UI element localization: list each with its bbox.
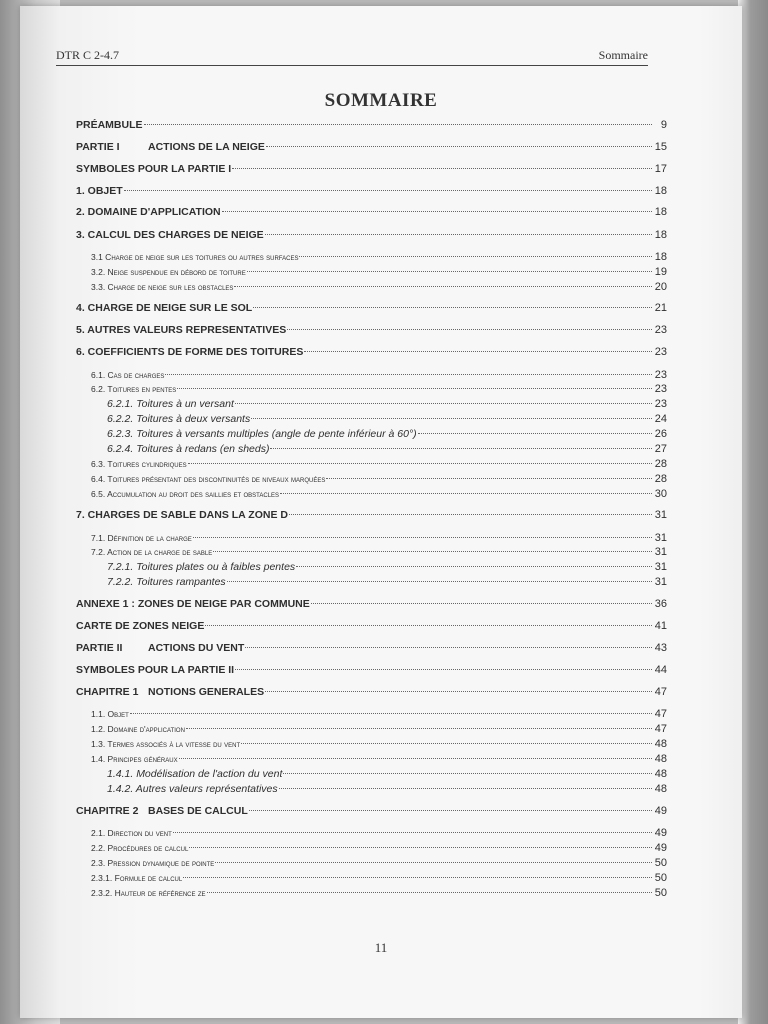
toc-entry-title: 3.2. Neige suspendue en débord de toiture: [91, 267, 246, 277]
toc-entry-page: 21: [654, 302, 667, 314]
toc-entry[interactable]: [76, 205, 667, 219]
toc-entry-label: [91, 368, 164, 382]
dot-leader: [241, 742, 652, 744]
toc-entry[interactable]: [91, 871, 667, 885]
dot-leader: [222, 210, 652, 212]
toc-entry-page: 15: [654, 141, 667, 153]
dot-leader: [189, 846, 652, 848]
dot-leader: [227, 580, 652, 582]
toc-entry[interactable]: [91, 707, 667, 721]
toc-entry-title: PRÉAMBULE: [76, 119, 143, 131]
toc-entry-part: PARTIE I: [76, 141, 120, 153]
page-number: 11: [374, 940, 388, 955]
toc-entry-label: [91, 545, 212, 559]
toc-entry[interactable]: [91, 545, 667, 559]
toc-entry-page: 43: [654, 642, 667, 654]
toc-entry-title: 2.3. Pression dynamique de pointe: [91, 858, 215, 868]
toc-entry-page: 36: [654, 598, 667, 610]
dot-leader: [283, 772, 652, 774]
toc-entry-page: 49: [654, 827, 667, 839]
toc-entry-label: [76, 228, 264, 242]
toc-entry[interactable]: [107, 575, 667, 589]
dot-leader: [270, 447, 652, 449]
toc-entry[interactable]: [76, 597, 667, 611]
toc-entry-page: 23: [654, 324, 667, 336]
toc-entry-label: [107, 560, 295, 574]
toc-entry-title: CARTE DE ZONES NEIGE: [76, 620, 205, 632]
page-title: SOMMAIRE: [324, 90, 438, 111]
dot-leader: [144, 123, 652, 125]
toc-entry-page: 48: [654, 738, 667, 750]
toc-entry[interactable]: [91, 487, 667, 501]
toc-entry-title: 3. CALCUL DES CHARGES DE NEIGE: [76, 229, 264, 241]
dot-leader: [265, 233, 652, 235]
toc-entry-page: 50: [654, 887, 667, 899]
toc-entry-page: 9: [660, 119, 667, 131]
dot-leader: [177, 387, 652, 389]
toc-entry-title: ANNEXE 1 : ZONES DE NEIGE PAR COMMUNE: [76, 598, 310, 610]
dot-leader: [311, 602, 652, 604]
toc-entry-label: [76, 301, 252, 315]
toc-entry-label: [91, 487, 279, 501]
toc-entry[interactable]: [91, 382, 667, 396]
dot-leader: [130, 712, 652, 714]
dot-leader: [179, 757, 652, 759]
toc-entry-label: [91, 531, 192, 545]
toc-entry-part: CHAPITRE 2: [76, 805, 139, 817]
dot-leader: [418, 432, 652, 434]
toc-entry-page: 31: [654, 532, 667, 544]
toc-entry-page: 23: [654, 398, 667, 410]
toc-entry-title: 7.2. Action de la charge de sable: [91, 547, 213, 557]
dot-leader: [232, 167, 652, 169]
toc-entry-page: 24: [654, 413, 667, 425]
dot-leader: [205, 624, 652, 626]
dot-leader: [213, 550, 652, 552]
toc-entry-title: 1.2. Domaine d'application: [91, 724, 185, 734]
toc-entry-label: [91, 265, 246, 279]
toc-entry-label: [76, 323, 286, 337]
toc-entry-label: [76, 162, 231, 176]
dot-leader: [207, 891, 652, 893]
toc-entry-page: 18: [654, 206, 667, 218]
toc-entry-title: 7.1. Définition de la charge: [91, 533, 192, 543]
toc-entry[interactable]: [76, 804, 667, 818]
toc-entry-page: 31: [654, 546, 667, 558]
dot-leader: [265, 690, 652, 692]
toc-entry-title: 3.1 Charge de neige sur les toitures ou autres surfaces: [91, 252, 299, 262]
toc-entry-label: [91, 871, 182, 885]
toc-entry-page: 17: [654, 163, 667, 175]
toc-entry[interactable]: [91, 856, 667, 870]
toc-entry-label: [107, 767, 282, 781]
toc-entry[interactable]: [76, 619, 667, 633]
toc-entry-page: 28: [654, 473, 667, 485]
toc-entry[interactable]: [91, 722, 667, 736]
toc-entry[interactable]: [91, 737, 667, 751]
toc-entry-page: 50: [654, 872, 667, 884]
toc-entry-page: 23: [654, 346, 667, 358]
toc-entry[interactable]: [91, 368, 667, 382]
toc-entry-page: 26: [654, 428, 667, 440]
toc-entry[interactable]: [91, 280, 667, 294]
toc-entry-label: [91, 457, 187, 471]
dot-leader: [299, 255, 652, 257]
toc-entry-page: 48: [654, 768, 667, 780]
toc-entry-title: ACTIONS DU VENT: [148, 642, 245, 654]
toc-entry-page: 48: [654, 753, 667, 765]
toc-entry-label: [107, 782, 278, 796]
toc-entry-page: 19: [654, 266, 667, 278]
toc-entry-title: 6.1. Cas de charges: [91, 370, 165, 380]
dot-leader: [188, 462, 652, 464]
dot-leader: [235, 668, 652, 670]
section-name: Sommaire: [598, 48, 648, 62]
toc-entry[interactable]: [91, 841, 667, 855]
toc-entry-title: 5. AUTRES VALEURS REPRESENTATIVES: [76, 324, 287, 336]
toc-entry-label: [91, 856, 214, 870]
toc-entry-title: 1.4. Principes généraux: [91, 754, 178, 764]
toc-entry-page: 41: [654, 620, 667, 632]
toc-entry-page: 28: [654, 458, 667, 470]
toc-entry[interactable]: [107, 412, 667, 426]
toc-entry[interactable]: [91, 752, 667, 766]
dot-leader: [279, 787, 652, 789]
toc-entry-label: [91, 841, 188, 855]
toc-entry-label: [91, 472, 325, 486]
dot-leader: [289, 513, 652, 515]
toc-entry[interactable]: [107, 560, 667, 574]
toc-entry[interactable]: [76, 641, 667, 655]
toc-entry-page: 27: [654, 443, 667, 455]
toc-entry-label: [91, 752, 178, 766]
toc-entry-title: 6.3. Toitures cylindriques: [91, 459, 187, 469]
toc-entry-page: 47: [654, 708, 667, 720]
toc-entry-title: 6. COEFFICIENTS DE FORME DES TOITURES: [76, 346, 304, 358]
toc-entry-page: 50: [654, 857, 667, 869]
document-reference: DTR C 2-4.7: [56, 48, 119, 62]
dot-leader: [193, 536, 652, 538]
dot-leader: [245, 646, 652, 648]
toc-entry-label: [107, 412, 250, 426]
toc-entry[interactable]: [76, 345, 667, 359]
toc-entry-label: [76, 663, 234, 677]
toc-entry[interactable]: [91, 886, 667, 900]
toc-entry[interactable]: [107, 767, 667, 781]
toc-entry-page: 49: [654, 842, 667, 854]
dot-leader: [124, 189, 652, 191]
dot-leader: [215, 861, 652, 863]
toc-entry-title: 1.3. Termes associés à la vitesse du vent: [91, 739, 241, 749]
toc-entry-title: 6.2.1. Toitures à un versant: [107, 398, 234, 410]
toc-entry-title: 4. CHARGE DE NEIGE SUR LE SOL: [76, 302, 253, 314]
toc-entry[interactable]: [91, 826, 667, 840]
toc-entry-label: [76, 619, 204, 633]
toc-entry-title: 7.2.1. Toitures plates ou à faibles pentes: [107, 561, 296, 573]
toc-entry-page: 30: [654, 488, 667, 500]
toc-entry-title: 2. DOMAINE D'APPLICATION: [76, 206, 221, 218]
toc-entry[interactable]: [91, 457, 667, 471]
toc-entry-title: 1. OBJET: [76, 185, 123, 197]
toc-entry-page: 44: [654, 664, 667, 676]
toc-entry-page: 20: [654, 281, 667, 293]
toc-entry-title: 6.4. Toitures présentant des discontinuités de niveaux marquées: [91, 474, 326, 484]
dot-leader: [253, 306, 652, 308]
dot-leader: [304, 350, 652, 352]
dot-leader: [247, 270, 652, 272]
toc-entry-label: [91, 280, 233, 294]
toc-entry[interactable]: [76, 162, 667, 176]
toc-entry-label: [76, 345, 303, 359]
toc-entry-title: 2.1. Direction du vent: [91, 828, 172, 838]
toc-entry-title: SYMBOLES POUR LA PARTIE I: [76, 163, 232, 175]
toc-entry-title: ACTIONS DE LA NEIGE: [148, 141, 265, 153]
toc-entry-page: 31: [654, 576, 667, 588]
dot-leader: [326, 477, 652, 479]
toc-entry-label: [107, 575, 226, 589]
toc-entry-title: NOTIONS GENERALES: [148, 686, 265, 698]
toc-entry-title: 7. CHARGES DE SABLE DANS LA ZONE D: [76, 509, 288, 521]
toc-entry-title: 1.4.2. Autres valeurs représentatives: [107, 783, 278, 795]
dot-leader: [280, 492, 652, 494]
toc-entry-title: SYMBOLES POUR LA PARTIE II: [76, 664, 235, 676]
toc-entry-part: PARTIE II: [76, 642, 123, 654]
toc-entry-label: [76, 804, 248, 818]
toc-entry-label: [76, 641, 244, 655]
toc-entry-label: [91, 722, 185, 736]
toc-entry-page: 23: [654, 369, 667, 381]
toc-entry-label: [91, 737, 240, 751]
dot-leader: [251, 417, 652, 419]
toc-entry[interactable]: [76, 323, 667, 337]
toc-entry-title: 7.2.2. Toitures rampantes: [107, 576, 226, 588]
dot-leader: [296, 565, 652, 567]
toc-entry-label: [76, 508, 288, 522]
toc-entry-label: [91, 886, 206, 900]
toc-entry-title: 3.3. Charge de neige sur les obstacles: [91, 282, 234, 292]
toc-entry[interactable]: [76, 228, 667, 242]
toc-entry-title: 1.1. Objet: [91, 709, 129, 719]
toc-entry-title: BASES DE CALCUL: [148, 805, 248, 817]
dot-leader: [287, 328, 652, 330]
toc-entry-label: [76, 205, 221, 219]
toc-entry-title: 2.3.2. Hauteur de référence ze: [91, 888, 206, 898]
toc-entry-page: 18: [654, 185, 667, 197]
toc-entry-title: 6.2. Toitures en pentes: [91, 384, 177, 394]
toc-entry-page: 47: [654, 723, 667, 735]
toc-entry-page: 31: [654, 509, 667, 521]
dot-leader: [235, 402, 652, 404]
toc-entry[interactable]: [91, 265, 667, 279]
toc-entry-page: 31: [654, 561, 667, 573]
toc-entry-page: 18: [654, 251, 667, 263]
dot-leader: [249, 809, 652, 811]
toc-entry-title: 2.3.1. Formule de calcul: [91, 873, 183, 883]
toc-entry-page: 48: [654, 783, 667, 795]
toc-entry-page: 49: [654, 805, 667, 817]
toc-entry-title: 6.2.3. Toitures à versants multiples (angle de pente inférieur à 60°): [107, 428, 417, 440]
toc-entry[interactable]: [91, 472, 667, 486]
dot-leader: [234, 285, 652, 287]
toc-entry-label: [76, 140, 265, 154]
toc-entry-label: [107, 397, 234, 411]
dot-leader: [183, 876, 652, 878]
toc-entry[interactable]: [76, 685, 667, 699]
toc-entry-label: [76, 184, 123, 198]
dot-leader: [266, 145, 652, 147]
toc-entry-label: [91, 382, 176, 396]
dot-leader: [173, 831, 652, 833]
toc-entry-label: [76, 597, 310, 611]
toc-entry[interactable]: [91, 250, 667, 264]
toc-entry-title: 1.4.1. Modélisation de l'action du vent: [107, 768, 283, 780]
toc-entry-label: [91, 250, 298, 264]
dot-leader: [186, 727, 652, 729]
toc-entry[interactable]: [76, 140, 667, 154]
toc-entry[interactable]: [91, 531, 667, 545]
toc-entry-page: 23: [654, 383, 667, 395]
dot-leader: [165, 373, 652, 375]
toc-entry[interactable]: [107, 782, 667, 796]
toc-entry-label: [91, 826, 172, 840]
toc-entry[interactable]: [76, 184, 667, 198]
toc-entry[interactable]: [76, 301, 667, 315]
toc-entry[interactable]: [107, 397, 667, 411]
toc-entry-part: CHAPITRE 1: [76, 686, 139, 698]
toc-entry-page: 47: [654, 686, 667, 698]
toc-entry[interactable]: [76, 508, 667, 522]
toc-entry-label: [107, 427, 417, 441]
toc-entry-label: [107, 442, 269, 456]
toc-entry-title: 6.5. Accumulation au droit des saillies et obstacles: [91, 489, 280, 499]
toc-entry-label: [91, 707, 129, 721]
toc-entry[interactable]: [107, 427, 667, 441]
toc-entry-page: 18: [654, 229, 667, 241]
toc-entry-title: 6.2.4. Toitures à redans (en sheds): [107, 443, 270, 455]
toc-entry-title: 6.2.2. Toitures à deux versants: [107, 413, 251, 425]
toc-entry-label: [76, 118, 143, 132]
toc-entry-title: 2.2. Procédures de calcul: [91, 843, 189, 853]
toc-entry[interactable]: [107, 442, 667, 456]
toc-entry-label: [76, 685, 264, 699]
toc-entry[interactable]: [76, 118, 667, 132]
toc-entry[interactable]: [76, 663, 667, 677]
